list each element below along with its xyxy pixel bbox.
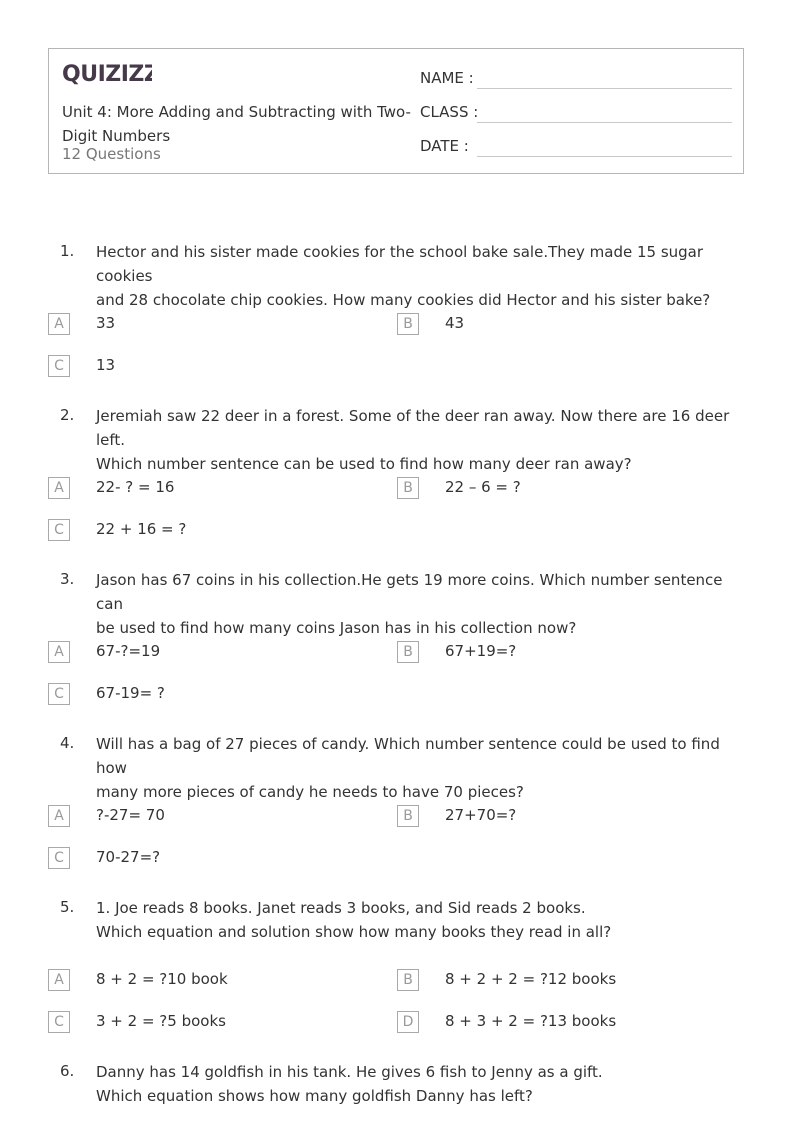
question-text <box>96 240 751 312</box>
question-number: 1. <box>60 242 75 260</box>
option-text: 67+19=? <box>445 642 517 660</box>
option-letter: B <box>397 477 419 499</box>
question-line: Which equation and solution show how many books they read in all? <box>96 923 612 941</box>
option-text: ?-27= 70 <box>96 806 165 824</box>
option-text: 43 <box>445 314 465 332</box>
option-text: 22 + 16 = ? <box>96 520 187 538</box>
option-letter: C <box>48 683 70 705</box>
option-letter: A <box>48 641 70 663</box>
date-line[interactable] <box>477 156 732 157</box>
option-text: 27+70=? <box>445 806 517 824</box>
option-text: 67-19= ? <box>96 684 165 702</box>
option-letter: C <box>48 1011 70 1033</box>
option-text: 8 + 3 + 2 = ?13 books <box>445 1012 617 1030</box>
question-number: 3. <box>60 570 75 588</box>
worksheet-title: Unit 4: More Adding and Subtracting with Two-Digit Numbers <box>62 103 411 145</box>
option-letter: A <box>48 477 70 499</box>
option-letter: A <box>48 969 70 991</box>
question-line: and 28 chocolate chip cookies. How many cookies did Hector and his sister bake? <box>96 291 711 309</box>
question-text <box>96 896 751 944</box>
question-number: 6. <box>60 1062 75 1080</box>
option-letter: C <box>48 355 70 377</box>
question-text <box>96 404 751 476</box>
question-text <box>96 568 751 640</box>
date-label: DATE : <box>420 137 469 155</box>
question-line: Hector and his sister made cookies for the school bake sale.They made 15 sugar cookies <box>96 243 704 285</box>
question-line: 1. Joe reads 8 books. Janet reads 3 books, and Sid reads 2 books. <box>96 899 586 917</box>
worksheet-header <box>48 48 744 174</box>
class-line[interactable] <box>477 122 732 123</box>
option-letter: B <box>397 313 419 335</box>
option-letter: C <box>48 847 70 869</box>
name-field <box>420 69 474 87</box>
brand-text: QUIZIZZ <box>62 62 152 86</box>
question-line: Danny has 14 goldfish in his tank. He gives 6 fish to Jenny as a gift. <box>96 1063 603 1081</box>
question-number: 4. <box>60 734 75 752</box>
question-line: Will has a bag of 27 pieces of candy. Which number sentence could be used to find how <box>96 735 720 777</box>
option-text: 3 + 2 = ?5 books <box>96 1012 226 1030</box>
option-text: 8 + 2 = ?10 book <box>96 970 228 988</box>
name-line[interactable] <box>477 88 732 89</box>
option-text: 70-27=? <box>96 848 161 866</box>
date-field <box>420 137 469 155</box>
question-number: 5. <box>60 898 75 916</box>
option-text: 13 <box>96 356 116 374</box>
option-letter: B <box>397 805 419 827</box>
question-line: be used to find how many coins Jason has in his collection now? <box>96 619 577 637</box>
question-number: 2. <box>60 406 75 424</box>
question-line: Which number sentence can be used to find how many deer ran away? <box>96 455 632 473</box>
option-letter: B <box>397 641 419 663</box>
option-text: 33 <box>96 314 116 332</box>
option-letter: A <box>48 313 70 335</box>
class-field <box>420 103 478 121</box>
option-text: 8 + 2 + 2 = ?12 books <box>445 970 617 988</box>
option-letter: C <box>48 519 70 541</box>
class-label: CLASS : <box>420 103 479 121</box>
option-text: 22- ? = 16 <box>96 478 175 496</box>
question-count: 12 Questions <box>62 145 161 163</box>
question-text <box>96 732 751 804</box>
name-label: NAME : <box>420 69 474 87</box>
question-line: Which equation shows how many goldfish Danny has left? <box>96 1087 533 1105</box>
option-text: 22 – 6 = ? <box>445 478 521 496</box>
question-line: many more pieces of candy he needs to have 70 pieces? <box>96 783 524 801</box>
option-letter: B <box>397 969 419 991</box>
option-letter: A <box>48 805 70 827</box>
question-text <box>96 1060 751 1108</box>
quizizz-logo-graphic <box>62 60 152 86</box>
question-line: Jason has 67 coins in his collection.He gets 19 more coins. Which number sentence can <box>96 571 723 613</box>
question-line: Jeremiah saw 22 deer in a forest. Some of the deer ran away. Now there are 16 deer left. <box>96 407 730 449</box>
quizizz-logo <box>62 60 152 90</box>
option-text: 67-?=19 <box>96 642 161 660</box>
option-letter: D <box>397 1011 419 1033</box>
